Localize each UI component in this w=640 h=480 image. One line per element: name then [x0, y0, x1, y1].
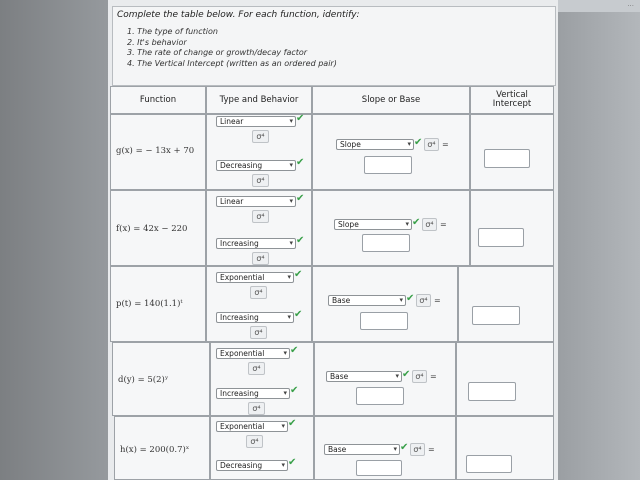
intercept-input[interactable]	[472, 306, 520, 325]
check-icon: ✔	[296, 193, 305, 204]
check-icon: ✔	[288, 418, 297, 429]
type-select-value: Linear	[220, 117, 244, 126]
rate-select[interactable]	[326, 371, 402, 382]
behavior-select-value: Increasing	[220, 313, 259, 322]
check-icon: ✔	[296, 113, 305, 124]
dropdown-arrow-icon: ▾	[405, 220, 409, 228]
header-type-behavior-label: Type and Behavior	[219, 94, 299, 105]
row4-intercept-cell	[456, 342, 554, 416]
behavior-select[interactable]	[216, 312, 294, 323]
check-icon: ✔	[290, 385, 299, 396]
rate-select[interactable]	[324, 444, 400, 455]
instruction-item: 1. The type of function	[127, 27, 218, 36]
behavior-select-value: Decreasing	[220, 461, 263, 470]
check-icon: ✔	[406, 293, 415, 304]
behavior-select[interactable]	[216, 460, 288, 471]
function-label: h(x) = 200(0.7)ˣ	[120, 445, 190, 455]
intercept-input[interactable]	[468, 382, 516, 401]
rate-select[interactable]	[328, 295, 406, 306]
dropdown-arrow-icon: ▾	[283, 389, 287, 397]
type-select[interactable]	[216, 272, 294, 283]
dropdown-arrow-icon: ▾	[283, 349, 287, 357]
equals-sign: =	[440, 220, 447, 229]
behavior-select-value: Decreasing	[220, 161, 263, 170]
rate-select[interactable]	[336, 139, 414, 150]
behavior-select-value: Increasing	[220, 239, 259, 248]
dropdown-arrow-icon: ▾	[289, 161, 293, 169]
behavior-select[interactable]	[216, 388, 290, 399]
clear-button[interactable]: σ⁴	[416, 294, 431, 307]
check-icon: ✔	[296, 235, 305, 246]
dropdown-arrow-icon: ▾	[393, 445, 397, 453]
rate-select-value: Base	[328, 445, 347, 454]
row1-function-cell	[110, 114, 206, 190]
rate-input[interactable]	[356, 460, 402, 476]
check-icon: ✔	[400, 442, 409, 453]
header-slope-base	[312, 86, 470, 114]
clear-button[interactable]: σ⁴	[252, 252, 269, 265]
clear-button[interactable]: σ⁴	[410, 443, 425, 456]
rate-input[interactable]	[364, 156, 412, 174]
intercept-input[interactable]	[466, 455, 512, 473]
background-left	[0, 0, 110, 480]
dropdown-arrow-icon: ▾	[395, 372, 399, 380]
instruction-item: 3. The rate of change or growth/decay factor	[127, 48, 308, 57]
top-strip	[556, 0, 640, 12]
background-right	[556, 0, 640, 480]
clear-button[interactable]: σ⁴	[252, 174, 269, 187]
check-icon: ✔	[290, 345, 299, 356]
rate-select-value: Slope	[338, 220, 359, 229]
dropdown-arrow-icon: ▾	[289, 239, 293, 247]
check-icon: ✔	[288, 457, 297, 468]
type-select[interactable]	[216, 348, 290, 359]
function-label: d(y) = 5(2)ʸ	[118, 375, 169, 385]
check-icon: ✔	[296, 157, 305, 168]
clear-button[interactable]: σ⁴	[252, 210, 269, 223]
behavior-select[interactable]	[216, 160, 296, 171]
check-icon: ✔	[402, 369, 411, 380]
clear-button[interactable]: σ⁴	[248, 362, 265, 375]
check-icon: ✔	[294, 269, 303, 280]
dropdown-arrow-icon: ▾	[281, 461, 285, 469]
header-type-behavior	[206, 86, 312, 114]
rate-select-value: Base	[332, 296, 351, 305]
rate-input[interactable]	[362, 234, 410, 252]
clear-button[interactable]: σ⁴	[250, 326, 267, 339]
check-icon: ✔	[414, 137, 423, 148]
instruction-item: 2. It's behavior	[127, 37, 187, 47]
row3-function-cell	[110, 266, 206, 342]
function-label: p(t) = 140(1.1)ᵗ	[116, 299, 183, 309]
top-fragment: ...	[627, 0, 634, 8]
function-label: f(x) = 42x − 220	[116, 224, 188, 234]
dropdown-arrow-icon: ▾	[281, 422, 285, 430]
row4-function-cell	[112, 342, 210, 416]
clear-button[interactable]: σ⁴	[248, 402, 265, 415]
type-select[interactable]	[216, 421, 288, 432]
equals-sign: =	[442, 140, 449, 149]
rate-select-value: Base	[330, 372, 349, 381]
check-icon: ✔	[412, 217, 421, 228]
dropdown-arrow-icon: ▾	[399, 296, 403, 304]
clear-button[interactable]: σ⁴	[412, 370, 427, 383]
row3-intercept-cell	[458, 266, 554, 342]
row5-function-cell	[114, 416, 210, 480]
header-function-label: Function	[139, 94, 177, 105]
instructions-list	[127, 27, 337, 69]
check-icon: ✔	[294, 309, 303, 320]
intercept-input[interactable]	[478, 228, 524, 247]
dropdown-arrow-icon: ▾	[289, 197, 293, 205]
dropdown-arrow-icon: ▾	[287, 273, 291, 281]
row1-rate-cell	[312, 114, 470, 190]
equals-sign: =	[430, 372, 437, 381]
rate-select-value: Slope	[340, 140, 361, 149]
rate-input[interactable]	[356, 387, 404, 405]
behavior-select[interactable]	[216, 238, 296, 249]
clear-button[interactable]: σ⁴	[252, 130, 269, 143]
clear-button[interactable]: σ⁴	[246, 435, 263, 448]
instructions-box	[112, 6, 556, 86]
clear-button[interactable]: σ⁴	[424, 138, 439, 151]
header-vertical-intercept-label: Vertical Intercept	[492, 90, 532, 109]
header-function	[110, 86, 206, 114]
dropdown-arrow-icon: ▾	[407, 140, 411, 148]
equals-sign: =	[434, 296, 441, 305]
dropdown-arrow-icon: ▾	[287, 313, 291, 321]
clear-button[interactable]: σ⁴	[250, 286, 267, 299]
rate-select[interactable]	[334, 219, 412, 230]
instruction-item: 4. The Vertical Intercept (written as an ordered pair)	[127, 58, 337, 68]
clear-button[interactable]: σ⁴	[422, 218, 437, 231]
behavior-select-value: Increasing	[220, 389, 259, 398]
dropdown-arrow-icon: ▾	[289, 117, 293, 125]
header-vertical-intercept	[470, 86, 554, 114]
type-select-value: Exponential	[220, 273, 265, 282]
rate-input[interactable]	[360, 312, 408, 330]
type-select[interactable]	[216, 116, 296, 127]
intercept-input[interactable]	[484, 149, 530, 168]
instructions-title: Complete the table below. For each function, identify:	[117, 10, 360, 20]
row2-function-cell	[110, 190, 206, 266]
type-select-value: Exponential	[220, 349, 265, 358]
type-select-value: Linear	[220, 197, 244, 206]
header-slope-base-label: Slope or Base	[361, 94, 421, 105]
function-label: g(x) = − 13x + 70	[116, 146, 195, 156]
type-select[interactable]	[216, 196, 296, 207]
type-select-value: Exponential	[220, 422, 265, 431]
equals-sign: =	[428, 445, 435, 454]
